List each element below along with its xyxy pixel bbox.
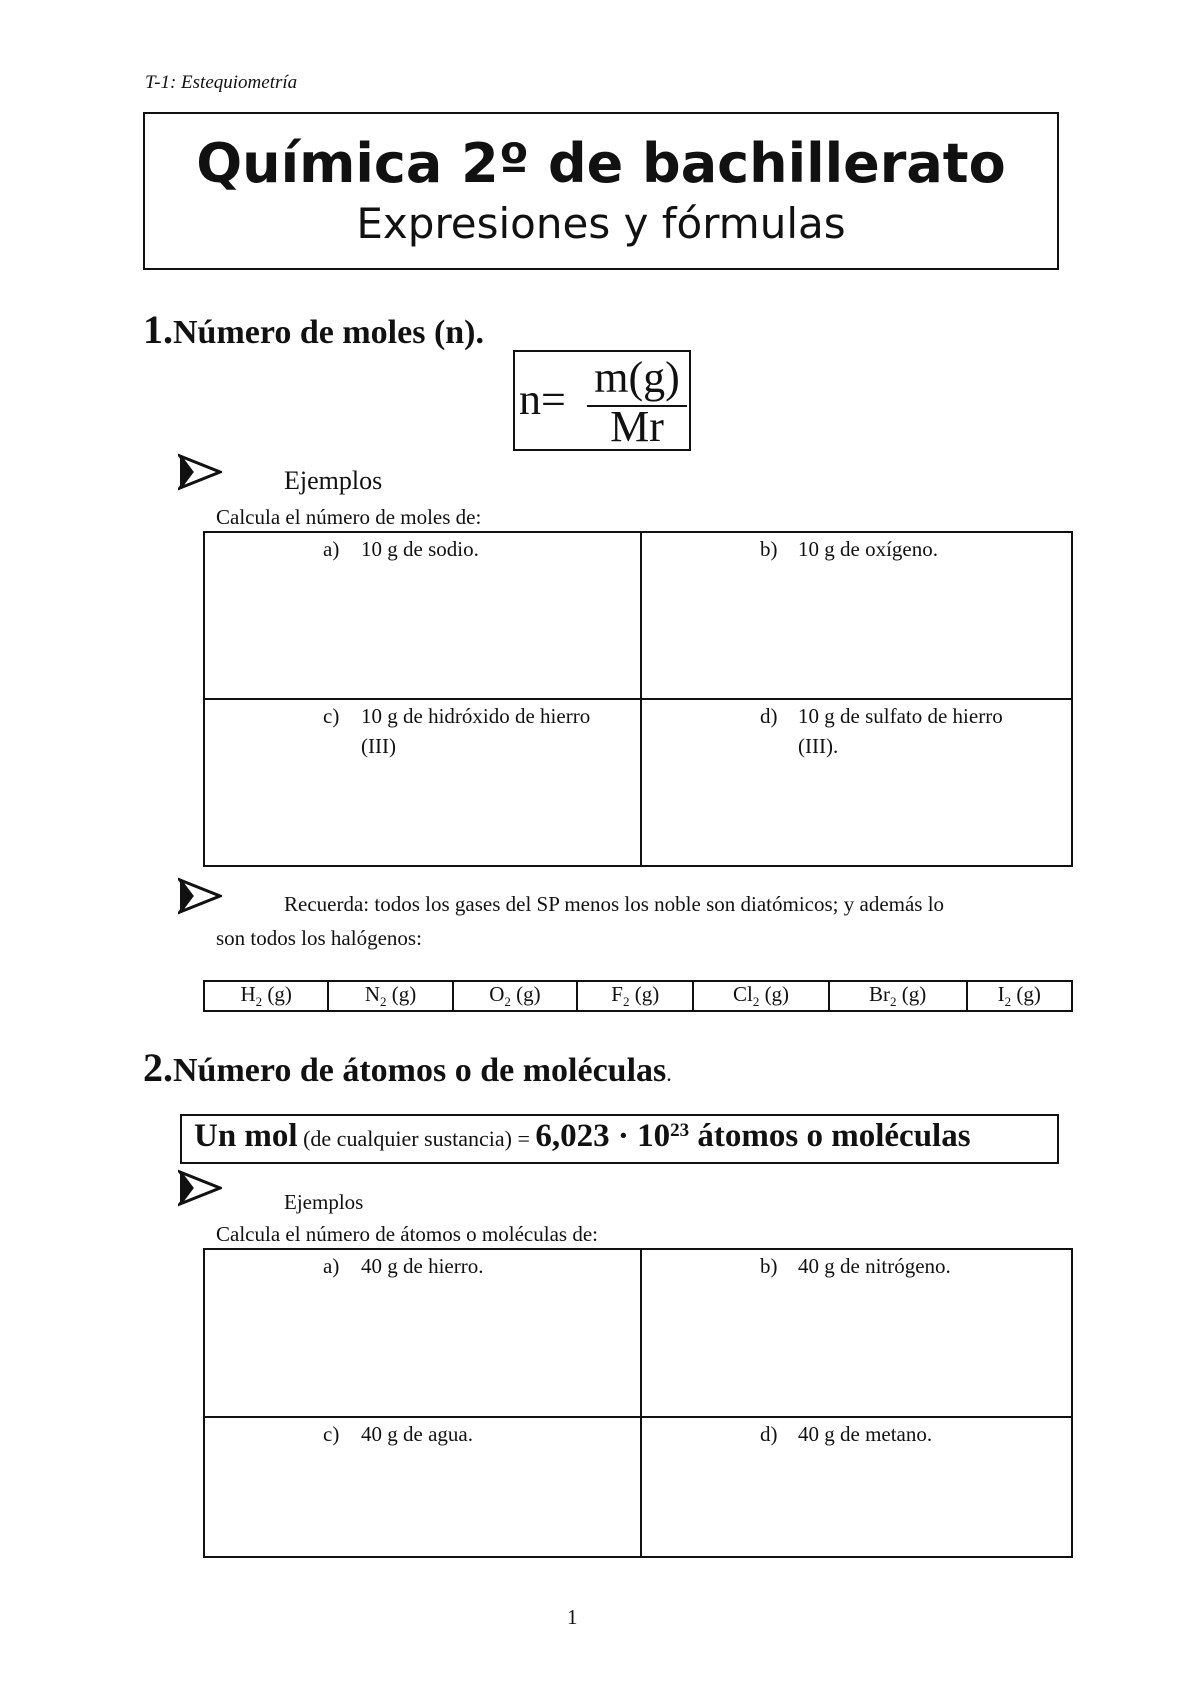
item-letter: d) — [760, 704, 778, 728]
example-cell — [641, 1417, 1072, 1557]
gas-symbol: H — [240, 982, 256, 1006]
gas-cell — [829, 981, 967, 1011]
gas-state: (g) — [759, 982, 790, 1006]
item-letter: c) — [323, 1422, 340, 1446]
item-text: 40 g de agua. — [361, 1422, 473, 1446]
examples-label: Ejemplos — [284, 1190, 364, 1214]
title-box — [143, 112, 1059, 270]
item-text: 40 g de metano. — [798, 1422, 933, 1446]
gas-state: (g) — [386, 982, 417, 1006]
gas-cell — [967, 981, 1072, 1011]
example-cell — [641, 1249, 1072, 1417]
example-cell — [204, 699, 641, 866]
gas-subscript: 2 — [752, 994, 760, 1010]
item-text: 10 g de sulfato de hierro — [798, 704, 1003, 728]
page-header: T-1: Estequiometría — [145, 72, 298, 93]
reminder-text-continued: son todos los halógenos: — [216, 926, 422, 950]
gas-cell — [693, 981, 828, 1011]
document-subtitle: Expresiones y fórmulas — [356, 199, 846, 248]
item-text: 40 g de nitrógeno. — [798, 1254, 951, 1278]
item-letter: d) — [760, 1422, 778, 1446]
gas-subscript: 2 — [622, 994, 630, 1010]
item-text-continued: (III). — [798, 734, 839, 758]
arrowhead-bullet-icon — [178, 452, 222, 501]
gas-subscript: 2 — [504, 994, 511, 1010]
item-text: 10 g de oxígeno. — [798, 537, 938, 561]
example-cell — [204, 1417, 641, 1557]
avogadro-exponent: 23 — [670, 1119, 690, 1141]
item-letter: b) — [760, 1254, 778, 1278]
gas-state: (g) — [1011, 982, 1041, 1006]
example-cell — [204, 532, 641, 699]
mol-qualifier: (de cualquier sustancia) = — [297, 1126, 536, 1151]
section-number: 1. — [143, 307, 173, 352]
formula-numerator: m(g) — [594, 353, 680, 402]
heading-period: . — [666, 1061, 672, 1086]
gas-subscript: 2 — [1004, 994, 1012, 1010]
gas-state: (g) — [629, 982, 660, 1006]
formula-denominator: Mr — [610, 402, 664, 451]
section-number: 2. — [143, 1045, 173, 1090]
section-1-heading — [143, 306, 484, 353]
arrowhead-bullet-icon — [178, 1168, 222, 1217]
gas-cell — [328, 981, 452, 1011]
example-cell — [204, 1249, 641, 1417]
document-title: Química 2º de bachillerato — [196, 132, 1006, 195]
examples-table-2 — [203, 1248, 1073, 1558]
mol-definition-box — [180, 1114, 1059, 1164]
gas-subscript: 2 — [380, 994, 387, 1010]
page-number: 1 — [567, 1605, 578, 1629]
item-letter: a) — [323, 1254, 340, 1278]
example-cell — [641, 699, 1072, 866]
gas-subscript: 2 — [255, 994, 263, 1010]
gas-symbol: Br — [868, 982, 890, 1006]
instruction-text: Calcula el número de moles de: — [216, 505, 482, 529]
arrowhead-bullet-icon — [178, 876, 222, 925]
avogadro-number: 6,023 · 10 — [535, 1118, 671, 1154]
item-letter: b) — [760, 537, 778, 561]
gas-cell — [577, 981, 693, 1011]
gas-state: (g) — [510, 982, 541, 1006]
item-text: 40 g de hierro. — [361, 1254, 484, 1278]
reminder-text: Recuerda: todos los gases del SP menos los noble son diatómicos; y además lo — [284, 892, 945, 916]
item-letter: a) — [323, 537, 340, 561]
item-text: 10 g de sodio. — [361, 537, 479, 561]
gases-table — [203, 980, 1073, 1012]
example-cell — [641, 532, 1072, 699]
examples-label: Ejemplos — [284, 466, 383, 495]
formula-lhs: n= — [519, 375, 566, 424]
gas-symbol: F — [611, 982, 623, 1006]
gas-symbol: I — [997, 982, 1005, 1006]
section-title: Número de moles (n). — [173, 314, 484, 351]
item-text: 10 g de hidróxido de hierro — [361, 704, 591, 728]
section-title: Número de átomos o de moléculas — [173, 1052, 667, 1089]
examples-table-1 — [203, 531, 1073, 867]
mol-term: Un mol — [194, 1118, 298, 1154]
formula-fraction — [587, 352, 687, 452]
gas-cell — [453, 981, 577, 1011]
moles-formula — [513, 350, 691, 451]
section-2-heading — [143, 1044, 672, 1091]
mol-unit: átomos o moléculas — [689, 1118, 971, 1154]
gas-state: (g) — [262, 982, 292, 1006]
gas-symbol: O — [489, 982, 505, 1006]
instruction-text: Calcula el número de átomos o moléculas de: — [216, 1222, 598, 1246]
item-letter: c) — [323, 704, 340, 728]
gas-symbol: N — [364, 982, 381, 1006]
gas-symbol: Cl — [732, 982, 753, 1006]
gas-subscript: 2 — [889, 994, 897, 1010]
gas-state: (g) — [896, 982, 927, 1006]
gas-cell — [204, 981, 328, 1011]
item-text-continued: (III) — [361, 734, 396, 758]
